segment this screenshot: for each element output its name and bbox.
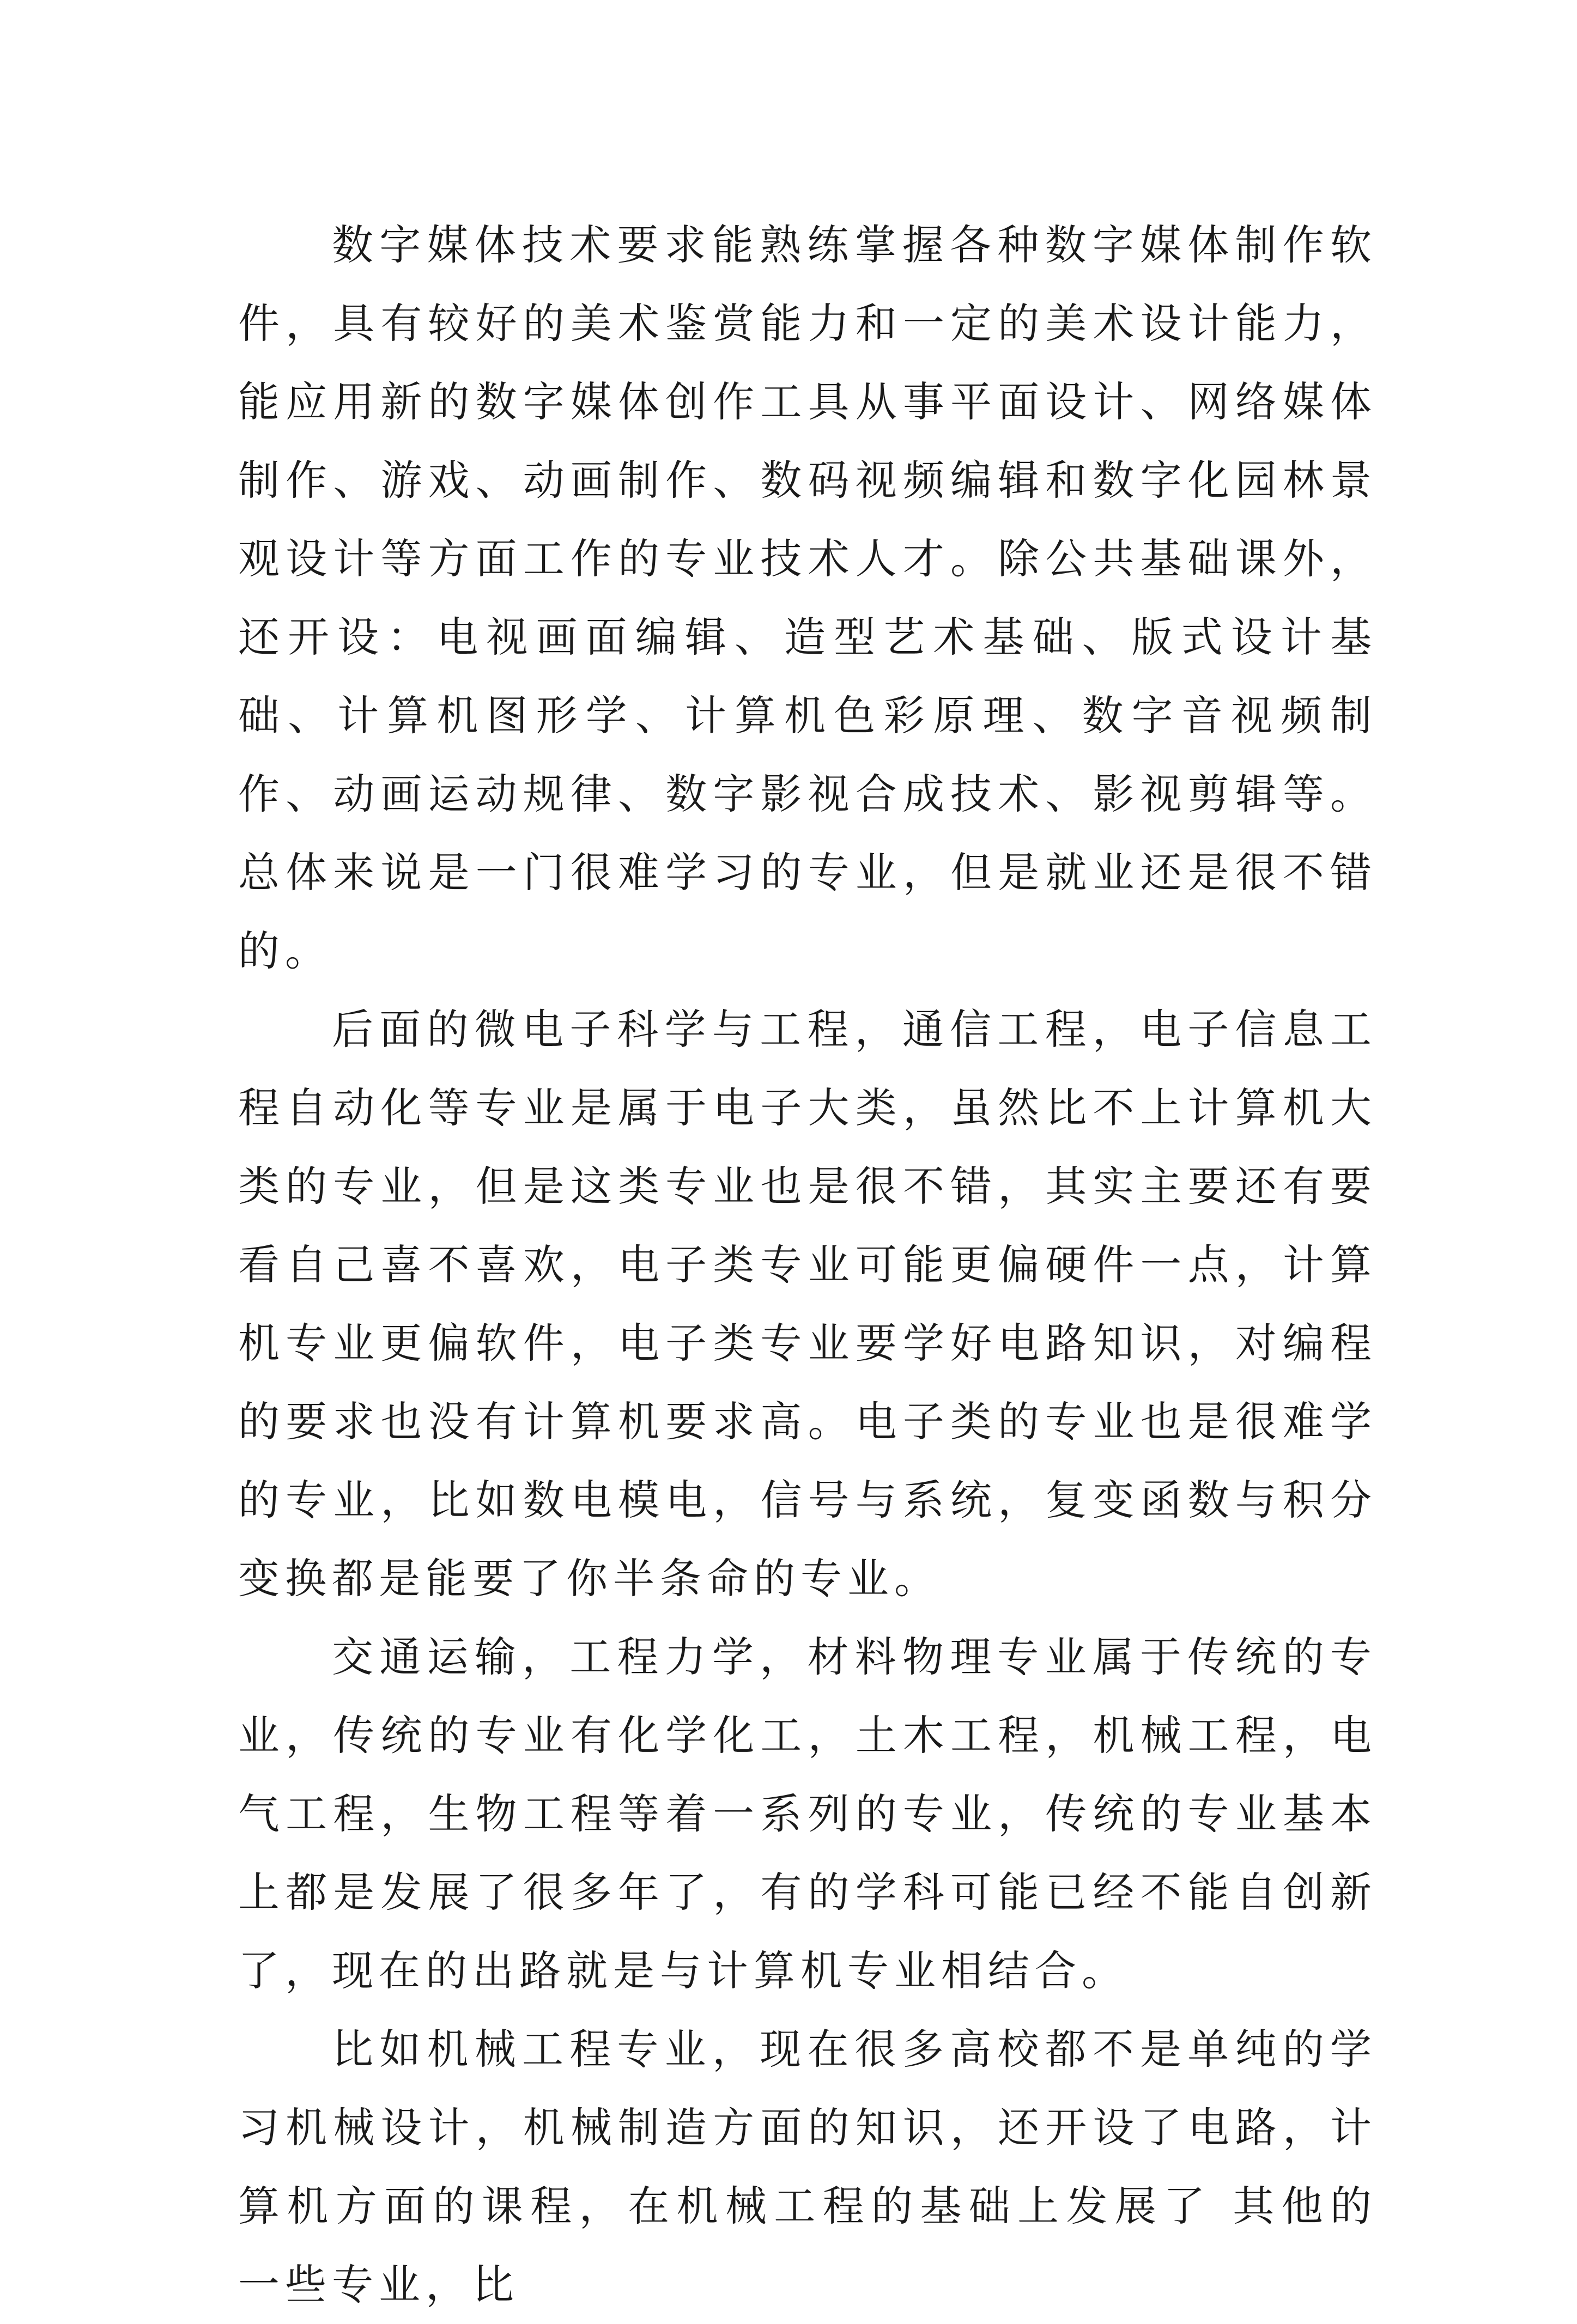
document-body (238, 206, 1377, 2324)
paragraph-mechanical-engineering: 比如机械工程专业，现在很多高校都不是单纯的学习机械设计，机械制造方面的知识，还开设了电路，计算机方面的课程，在机械工程的基础上发展了 其他的一些专业，比 (238, 2025, 1377, 2309)
paragraph-digital-media: 数字媒体技术要求能熟练掌握各种数字媒体制作软件，具有较好的美术鉴赏能力和一定的美术设计能力，能应用新的数字媒体创作工具从事平面设计、网络媒体制作、游戏、动画制作、数码视频编辑和数字化园林景观设计等方面工作的专业技术人才。除公共基础课外，还开设：电视画面编辑、造型艺术基础、版式设计基础、计算机图形学、计算机色彩原理、数字音视频制作、动画运动规律、数字影视合成技术、影视剪辑等。总体来说是一门很难学习的专业，但是就业还是很不错的。 (238, 221, 1377, 975)
paragraph-traditional-majors: 交通运输，工程力学，材料物理专业属于传统的专业，传统的专业有化学化工，土木工程，机械工程，电气工程，生物工程等着一系列的专业，传统的专业基本上都是发展了很多年了，有的学科可能已经不能自创新了，现在的出路就是与计算机专业相结合。 (238, 1633, 1377, 1995)
paragraph-electronics: 后面的微电子科学与工程，通信工程，电子信息工程自动化等专业是属于电子大类，虽然比不上计算机大类的专业，但是这类专业也是很不错，其实主要还有要看自己喜不喜欢，电子类专业可能更偏硬件一点，计算机专业更偏软件，电子类专业要学好电路知识，对编程的要求也没有计算机要求高。电子类的专业也是很难学的专业，比如数电模电，信号与系统，复变函数与积分变换都是能要了你半条命的专业。 (238, 1005, 1377, 1603)
